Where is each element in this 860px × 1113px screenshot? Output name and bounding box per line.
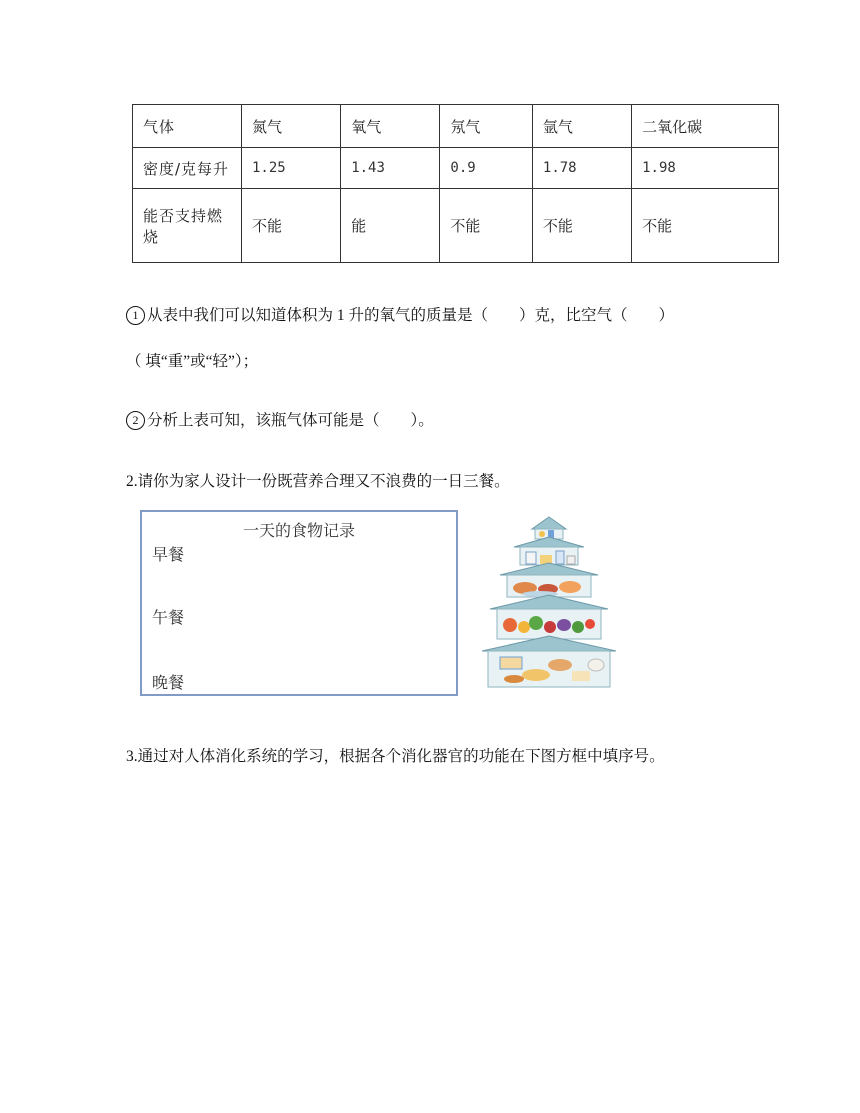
circled-number: 2 — [126, 411, 145, 430]
table-cell: 氩气 — [532, 105, 631, 148]
task-3-heading: 3.通过对人体消化系统的学习，根据各个消化器官的功能在下图方框中填序号。 — [126, 748, 665, 765]
table-cell: 气体 — [133, 105, 242, 148]
table-cell: 不能 — [242, 189, 341, 263]
question-1-text: 从表中我们可以知道体积为 1 升的氧气的质量是（ ）克，比空气（ ） — [147, 307, 675, 324]
table-cell: 不能 — [532, 189, 631, 263]
table-row — [133, 148, 779, 189]
food-record-box — [140, 510, 458, 696]
table-row — [133, 189, 779, 263]
breakfast-label: 早餐 — [152, 545, 185, 564]
table-cell: 氮气 — [242, 105, 341, 148]
table-cell: 1.25 — [242, 148, 341, 189]
task-2-heading: 2.请你为家人设计一份既营养合理又不浪费的一日三餐。 — [126, 473, 510, 490]
dinner-label: 晚餐 — [152, 673, 185, 692]
question-2-text: 分析上表可知，该瓶气体可能是（ ）。 — [147, 412, 434, 429]
question-2 — [126, 408, 434, 430]
food-record-title: 一天的食物记录 — [242, 521, 355, 540]
table-row — [133, 105, 779, 148]
table-cell: 氧气 — [341, 105, 440, 148]
gas-density-table — [132, 104, 779, 263]
table-cell: 1.78 — [532, 148, 631, 189]
lunch-label: 午餐 — [152, 608, 185, 627]
food-pyramid-illustration — [480, 515, 618, 690]
question-1-line-2: （ 填“重”或“轻”）； — [126, 353, 259, 370]
table-cell: 不能 — [632, 189, 779, 263]
table-cell: 能 — [341, 189, 440, 263]
table-cell: 密度/克每升 — [133, 148, 242, 189]
table-cell: 氖气 — [440, 105, 532, 148]
table-cell: 1.98 — [632, 148, 779, 189]
table-cell: 能否支持燃烧 — [133, 189, 242, 263]
table-cell: 1.43 — [341, 148, 440, 189]
question-1-line-1 — [126, 303, 674, 325]
circled-number: 1 — [126, 306, 145, 325]
table-cell: 二氧化碳 — [632, 105, 779, 148]
table-cell: 0.9 — [440, 148, 532, 189]
table-cell: 不能 — [440, 189, 532, 263]
